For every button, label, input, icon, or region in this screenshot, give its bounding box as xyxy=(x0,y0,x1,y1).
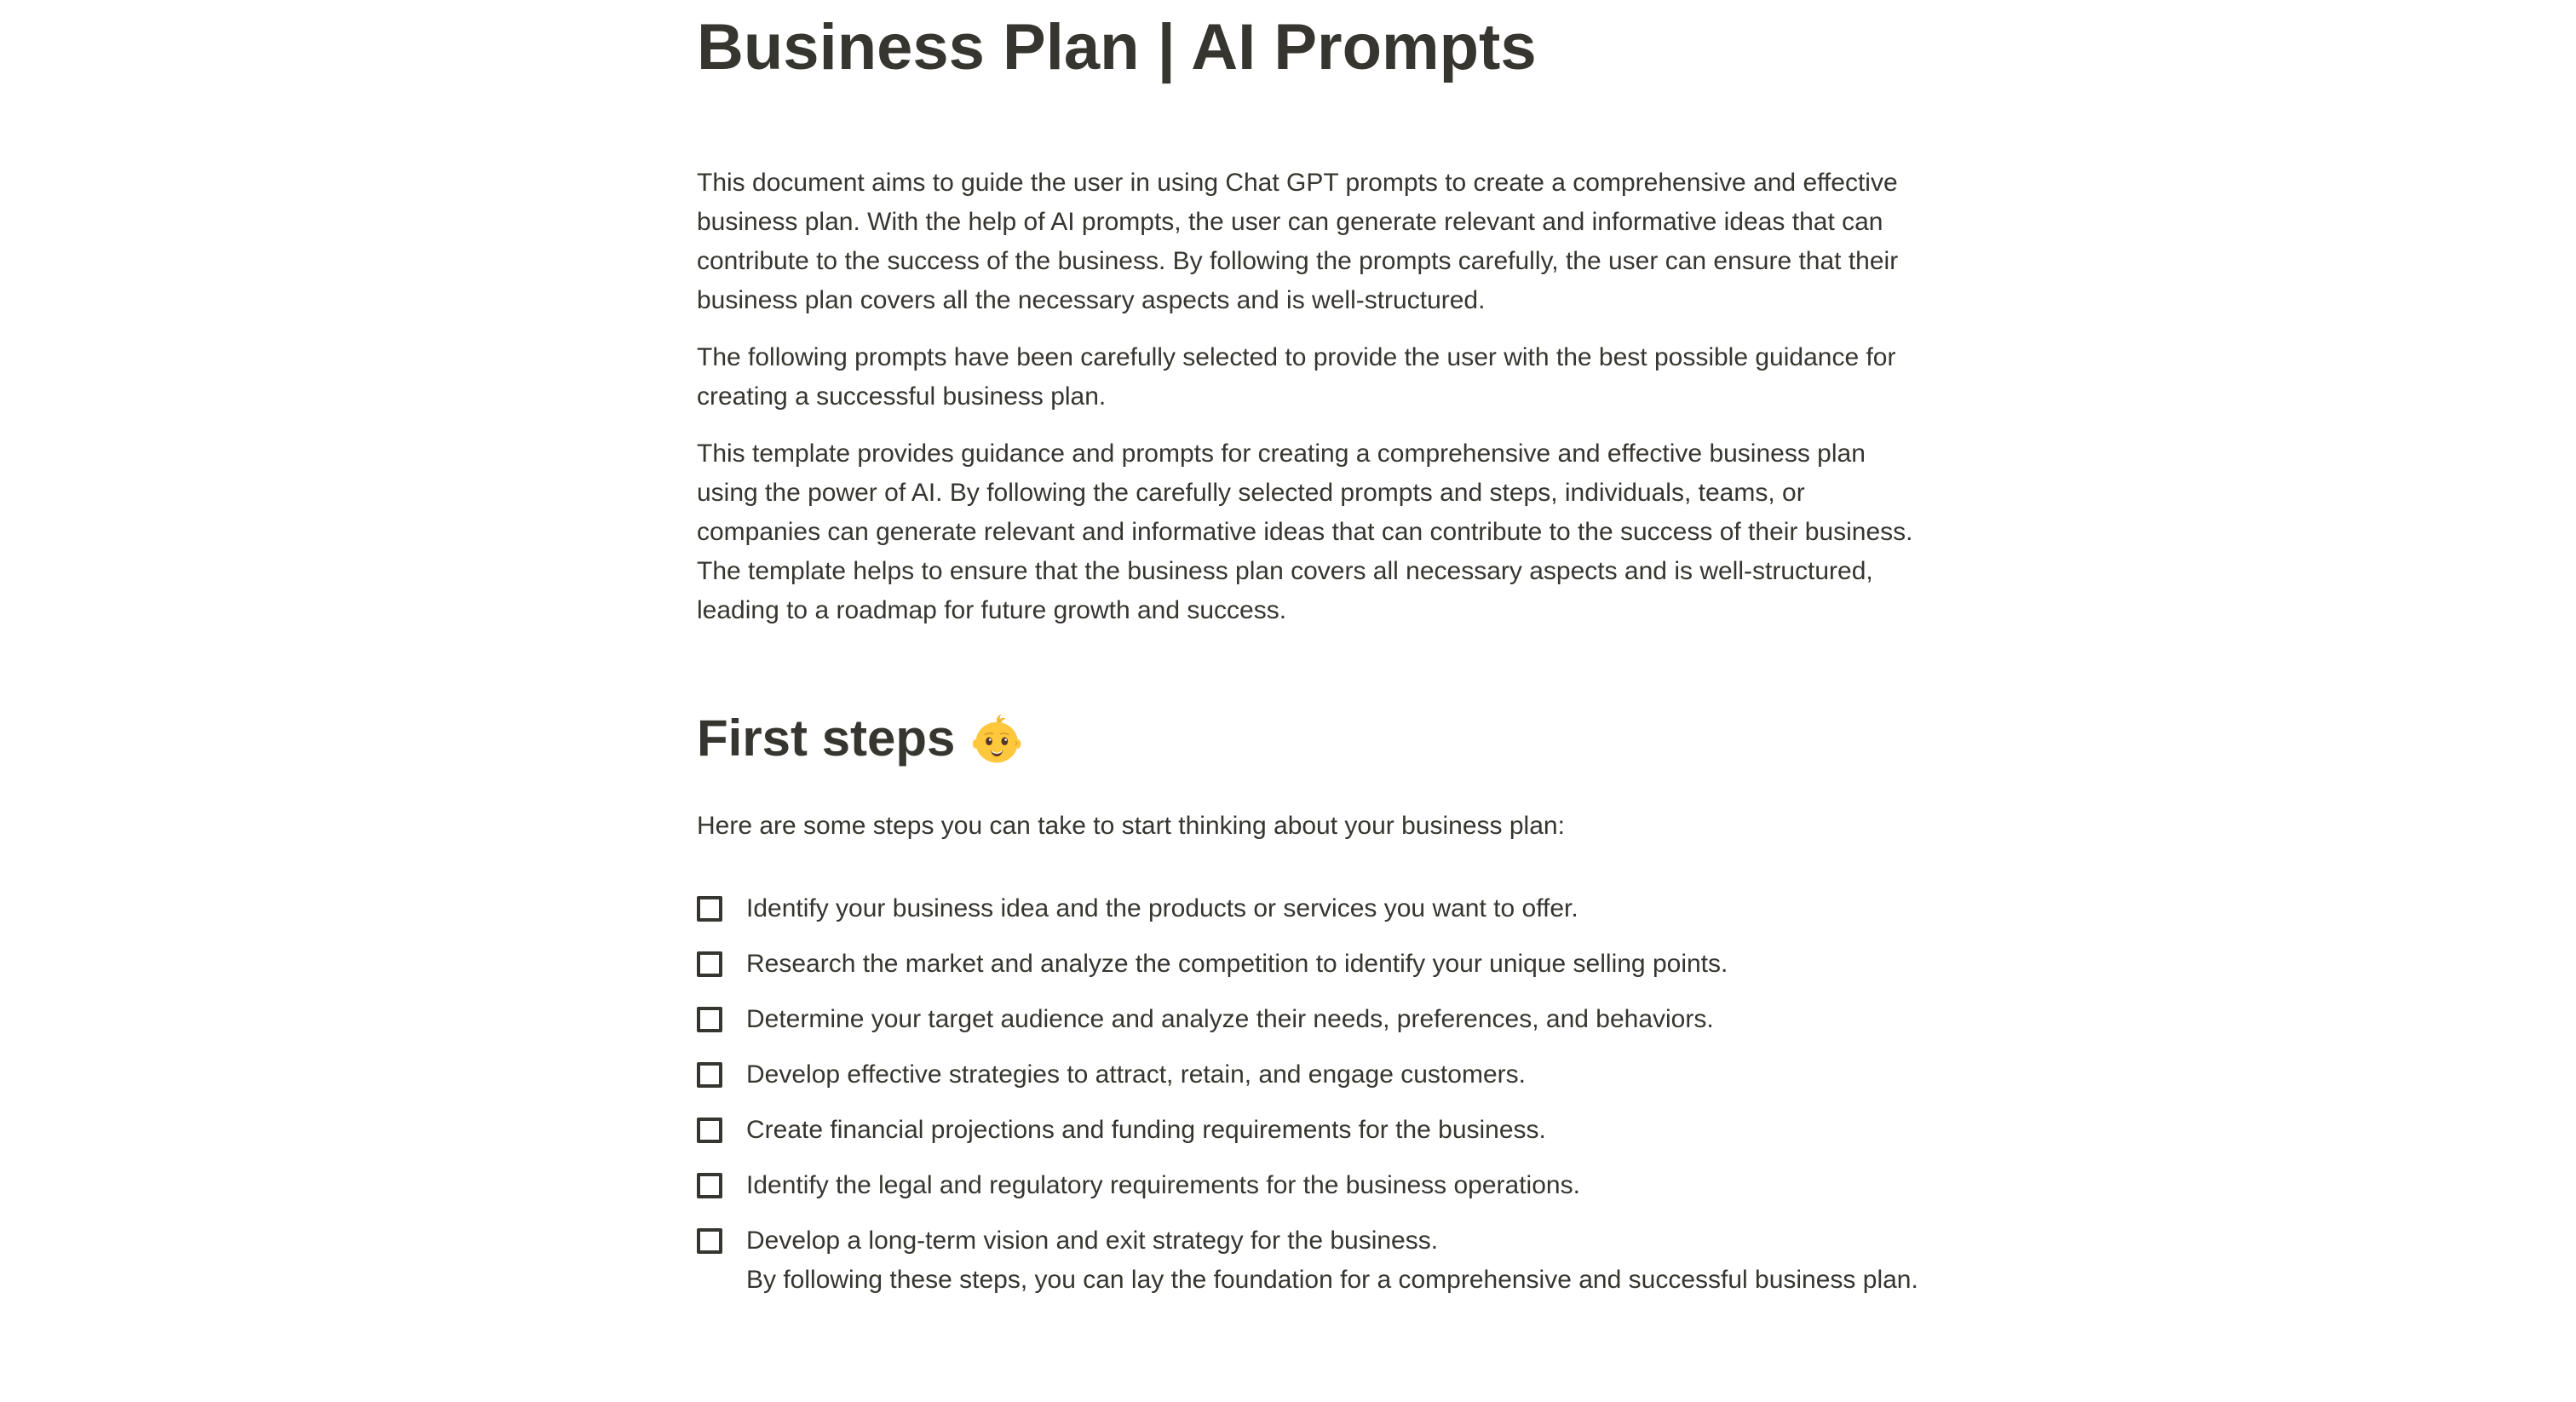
todo-item-label: Create financial projections and funding requirements for the business. xyxy=(746,1116,1546,1144)
document-content xyxy=(697,0,1920,1300)
todo-item-label: Identify the legal and regulatory requirements for the business operations. xyxy=(746,1171,1580,1199)
todo-item xyxy=(697,889,1920,928)
todo-item xyxy=(697,1221,1920,1300)
section-heading-first-steps xyxy=(697,707,1920,770)
todo-item-label: Determine your target audience and analyze their needs, preferences, and behaviors. xyxy=(746,1005,1714,1033)
todo-item xyxy=(697,945,1920,984)
todo-checkbox-icon[interactable] xyxy=(697,1173,722,1198)
todo-checkbox-icon[interactable] xyxy=(697,1228,722,1254)
todo-checkbox-icon[interactable] xyxy=(697,1062,722,1088)
todo-checkbox-icon[interactable] xyxy=(697,896,722,922)
todo-item-label: Identify your business idea and the products or services you want to offer. xyxy=(746,894,1578,922)
todo-item-label: Develop a long-term vision and exit strategy for the business. xyxy=(746,1227,1439,1255)
todo-item xyxy=(697,1055,1920,1095)
checklist-note: By following these steps, you can lay the foundation for a comprehensive and successful business plan. xyxy=(746,1266,1918,1294)
todo-item-text xyxy=(746,1221,1918,1300)
page-title: Business Plan | AI Prompts xyxy=(697,11,1537,83)
todo-checkbox-icon[interactable] xyxy=(697,951,722,977)
todo-item xyxy=(697,1000,1920,1039)
todo-item xyxy=(697,1111,1920,1150)
section-heading-label: First steps xyxy=(697,710,956,767)
checklist-intro: Here are some steps you can take to start thinking about your business plan: xyxy=(697,812,1565,840)
todo-item xyxy=(697,1166,1920,1205)
todo-checkbox-icon[interactable] xyxy=(697,1007,722,1032)
baby-emoji-icon xyxy=(970,710,1026,767)
checklist xyxy=(697,889,1920,1300)
intro-paragraph-3: This template provides guidance and prompts for creating a comprehensive and effective business plan using the power of AI. By following the carefully selected prompts and steps, individuals, teams, or companies can generate relevant and informative ideas that can contribute to the success of their business. The template helps to ensure that the business plan covers all necessary aspects and is well-structured, leading to a roadmap for future growth and success. xyxy=(697,440,1913,624)
intro-paragraph-1: This document aims to guide the user in using Chat GPT prompts to create a comprehensive and effective business plan. With the help of AI prompts, the user can generate relevant and informative ideas that can contribute to the success of the business. By following the prompts carefully, the user can ensure that their business plan covers all the necessary aspects and is well-structured. xyxy=(697,169,1899,314)
todo-item-label: Develop effective strategies to attract, retain, and engage customers. xyxy=(746,1060,1526,1089)
todo-item-label: Research the market and analyze the competition to identify your unique selling points. xyxy=(746,950,1728,978)
todo-checkbox-icon[interactable] xyxy=(697,1118,722,1143)
intro-paragraph-2: The following prompts have been carefully selected to provide the user with the best possible guidance for creating a successful business plan. xyxy=(697,343,1896,411)
